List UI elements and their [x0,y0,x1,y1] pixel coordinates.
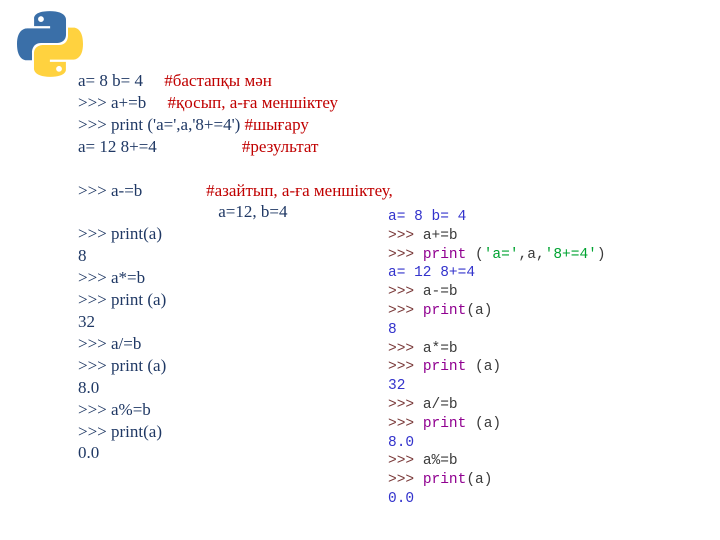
code-line [388,396,606,415]
code-line [78,70,393,92]
code-segment-navy: 32 [78,311,95,331]
code-segment-code: a%=b [422,453,458,470]
code-segment-code: a+=b [422,227,458,244]
code-line [78,158,393,180]
code-segment-navy: >>> a/=b [78,333,142,353]
code-segment-prompt: >>> [388,415,423,432]
code-segment-string: '8+=4' [544,246,597,263]
code-line [78,180,393,202]
code-segment-output: 0.0 [388,490,415,507]
code-segment-comment: #шығару [244,114,309,134]
code-line [388,264,606,283]
code-segment-builtin: print [422,246,467,263]
code-line [78,311,393,333]
code-segment-navy: >>> print ('a=',a,'8+=4') [78,114,245,134]
code-line [78,136,393,158]
code-segment-builtin: print [422,415,467,432]
python-logo [17,11,83,77]
code-segment-prompt: >>> [388,227,423,244]
code-segment-prompt: >>> [388,284,423,301]
code-line [78,421,393,443]
code-line [78,289,393,311]
code-line [78,114,393,136]
code-segment-comment: #бастапқы мән [164,71,272,90]
code-segment-navy: 8 [78,246,87,266]
code-segment-code: a/=b [422,396,458,413]
code-segment-code: a*=b [422,340,458,357]
code-line [388,434,606,453]
lesson-code-text [78,70,393,464]
code-line [78,201,393,223]
code-segment-code: ,a, [518,246,545,263]
code-line [388,246,606,265]
code-segment-navy: >>> a%=b [78,399,151,419]
code-segment-string: 'a=' [483,246,519,263]
code-segment-prompt: >>> [388,453,423,470]
code-line [78,92,393,114]
code-line [388,321,606,340]
code-line [388,358,606,377]
idle-console-snippet [388,208,606,509]
code-segment-builtin: print [422,302,467,319]
code-segment-navy: >>> a*=b [78,268,146,288]
code-segment-output: a= 8 b= 4 [388,209,467,225]
code-segment-comment: #азайтып, а-ға меншіктеу, [206,180,393,200]
code-segment-output: a= 12 8+=4 [388,265,476,282]
code-line [388,415,606,434]
code-line [388,302,606,321]
code-segment-navy: >>> a-=b [78,180,207,200]
code-segment-builtin: print [422,472,467,489]
code-segment-code: ) [596,246,606,263]
code-segment-prompt: >>> [388,246,423,263]
code-segment-navy: a= 8 b= 4 [78,71,165,90]
code-segment-code: (a) [466,359,502,376]
code-line [78,399,393,421]
code-segment-prompt: >>> [388,472,423,489]
code-line [78,267,393,289]
code-line [78,223,393,245]
code-line [388,227,606,246]
code-segment-builtin: print [422,359,467,376]
code-segment-navy: >>> print (a) [78,290,167,310]
code-segment-navy: a= 12 8+=4 [78,136,242,156]
code-segment-navy: >>> print(a) [78,224,162,244]
code-line [388,208,606,227]
code-segment-output: 32 [388,378,406,395]
code-segment-prompt: >>> [388,302,423,319]
code-segment-output: 8.0 [388,434,415,451]
code-segment-navy [78,159,82,178]
code-line [388,452,606,471]
code-segment-code: (a) [466,472,493,489]
code-segment-output: 8 [388,321,397,338]
code-segment-navy: >>> print(a) [78,421,162,441]
code-segment-navy: 0.0 [78,443,100,463]
code-line [388,377,606,396]
code-segment-navy: 8.0 [78,377,100,397]
code-line [78,355,393,377]
code-segment-code: (a) [466,302,493,319]
code-line [388,471,606,490]
code-segment-navy: a=12, b=4 [78,202,288,222]
code-segment-prompt: >>> [388,396,423,413]
code-line [388,340,606,359]
code-segment-comment: #қосып, а-ға меншіктеу [167,92,339,112]
code-line [78,333,393,355]
code-line [78,377,393,399]
code-segment-code: ( [466,246,484,263]
code-line [388,283,606,302]
code-line [78,442,393,464]
code-segment-comment: #результат [241,136,319,156]
code-segment-navy: >>> a+=b [78,92,168,112]
code-segment-prompt: >>> [388,340,423,357]
code-segment-code: a-=b [422,284,458,301]
code-segment-navy: >>> print (a) [78,355,167,375]
code-segment-prompt: >>> [388,359,423,376]
code-segment-code: (a) [466,415,502,432]
code-line [78,245,393,267]
code-line [388,490,606,509]
